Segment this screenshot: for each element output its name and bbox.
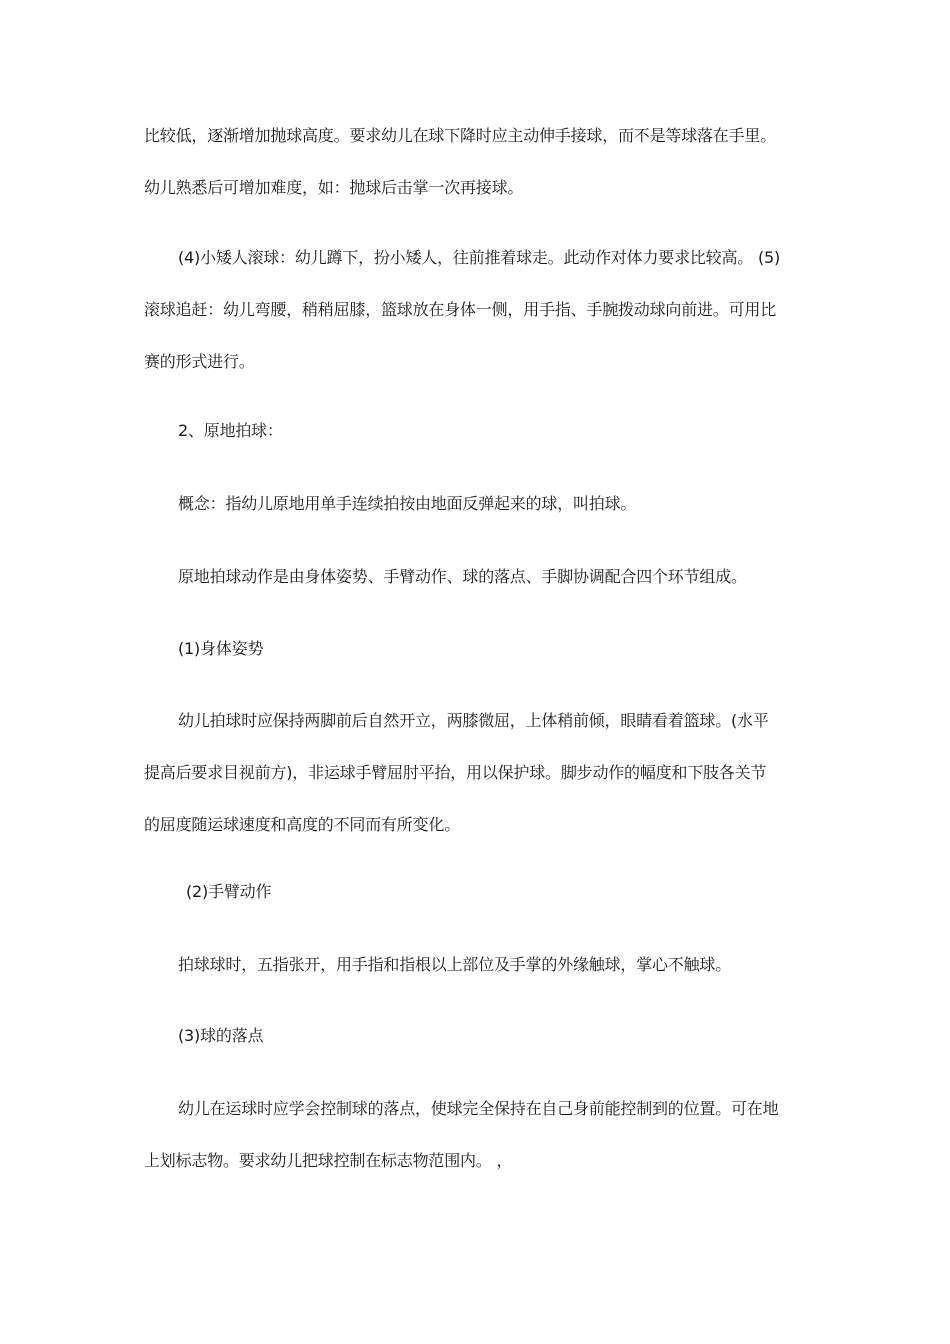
subheading-body-posture: [144, 631, 812, 667]
text-line: 幼儿在运球时应学会控制球的落点，使球完全保持在自己身前能控制到的位置。可在地: [178, 1099, 779, 1118]
paragraph-ball-landing: [144, 1091, 812, 1179]
text-line: 原地拍球动作是由身体姿势、手臂动作、球的落点、手脚协调配合四个环节组成。: [178, 567, 747, 586]
section-heading-stationary-dribble: [144, 413, 812, 449]
paragraph-body-posture: [144, 703, 812, 843]
subheading-arm-action: [144, 874, 812, 910]
text-line: 幼儿拍球时应保持两脚前后自然开立，两膝微屈，上体稍前倾，眼睛看着篮球。(水平: [178, 711, 769, 730]
text-line: 概念：指幼儿原地用单手连续拍按由地面反弹起来的球，叫拍球。: [178, 494, 637, 513]
paragraph-rolling-ball: [144, 240, 812, 380]
paragraph-arm-action: [144, 947, 812, 983]
paragraph-definition: [144, 486, 812, 522]
text-line: (4)小矮人滚球：幼儿蹲下，扮小矮人，往前推着球走。此动作对体力要求比较高。 (5): [178, 248, 781, 267]
paragraph-ball-toss: [144, 118, 812, 206]
text-line: 滚球追赶：幼儿弯腰，稍稍屈膝，篮球放在身体一侧，用手指、手腕拨动球向前进。可用比: [144, 300, 777, 319]
text-line: 比较低，逐渐增加抛球高度。要求幼儿在球下降时应主动伸手接球，而不是等球落在手里。: [144, 126, 777, 145]
text-line: 拍球球时，五指张开，用手指和指根以上部位及手掌的外缘触球，掌心不触球。: [178, 955, 732, 974]
text-line: 2、原地拍球：: [178, 421, 283, 440]
subheading-ball-landing: [144, 1018, 812, 1054]
text-line: 幼儿熟悉后可增加难度，如：抛球后击掌一次再接球。: [144, 178, 524, 197]
text-line: (3)球的落点: [178, 1026, 264, 1045]
text-line: 提高后要求目视前方)，非运球手臂屈肘平抬，用以保护球。脚步动作的幅度和下肢各关节: [144, 763, 767, 782]
text-line: 的屈度随运球速度和高度的不同而有所变化。: [144, 815, 461, 834]
text-line: (1)身体姿势: [178, 639, 264, 658]
text-line: 赛的形式进行。: [144, 352, 255, 371]
text-line: 上划标志物。要求幼儿把球控制在标志物范围内。 ，: [144, 1151, 513, 1170]
text-line: (2)手臂动作: [186, 882, 272, 901]
paragraph-components: [144, 559, 812, 595]
